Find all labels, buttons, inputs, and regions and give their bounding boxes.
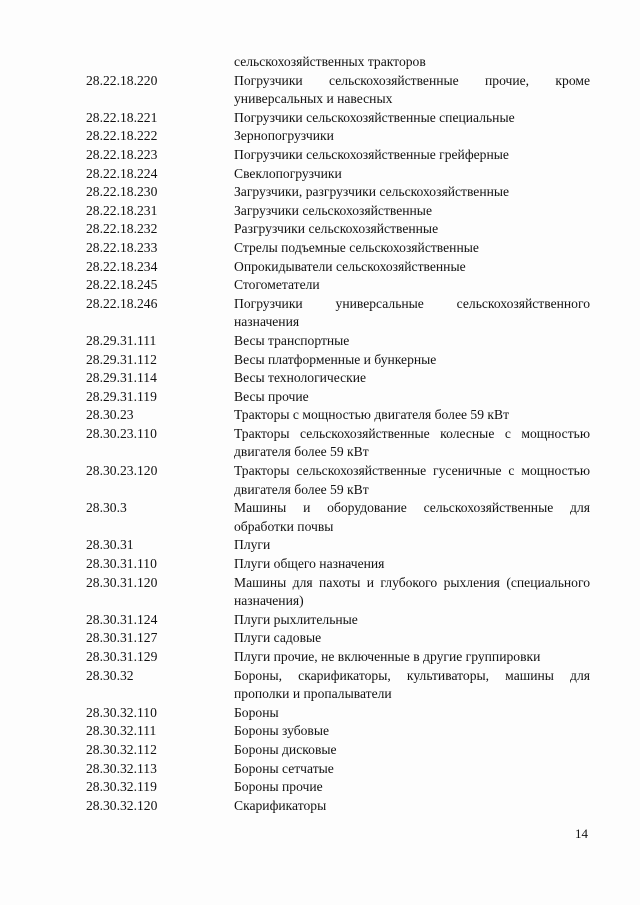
table-row [86, 462, 590, 499]
row-code: 28.30.31.124 [86, 611, 158, 627]
table-row [86, 574, 590, 611]
table-row [86, 53, 590, 72]
row-description: Плуги рыхлительные [234, 611, 358, 627]
row-code: 28.22.18.246 [86, 295, 158, 311]
row-description: Плуги общего назначения [234, 556, 385, 572]
row-description: Зернопогрузчики [234, 128, 334, 144]
row-description: Скарификаторы [234, 797, 327, 813]
table-row [86, 648, 590, 667]
row-description: Стогометатели [234, 277, 320, 293]
row-description: Весы прочие [234, 388, 309, 404]
row-description: Плуги прочие, не включенные в другие группировки [234, 649, 541, 664]
row-description: Плуги [234, 537, 271, 553]
row-code: 28.30.32.112 [86, 741, 157, 757]
table-row [86, 295, 590, 332]
row-code: 28.30.23.120 [86, 463, 158, 479]
row-description: Опрокидыватели сельскохозяйственные [234, 258, 466, 274]
table-row [86, 555, 590, 574]
row-code: 28.30.32.113 [86, 760, 157, 776]
row-description: Бороны сетчатые [234, 760, 334, 776]
row-code: 28.30.31.120 [86, 574, 158, 590]
row-description: Бороны прочие [234, 779, 323, 795]
row-code: 28.30.32.119 [86, 779, 157, 795]
row-code: 28.29.31.111 [86, 332, 157, 348]
row-description: Бороны дисковые [234, 741, 337, 757]
row-code: 28.22.18.223 [86, 146, 158, 162]
table-row [86, 183, 590, 202]
row-description: Весы технологические [234, 370, 367, 386]
row-code: 28.30.23.110 [86, 425, 157, 441]
table-row [86, 629, 590, 648]
table-row [86, 778, 590, 797]
table-row [86, 127, 590, 146]
table-row [86, 704, 590, 723]
table-row [86, 220, 590, 239]
row-description: Погрузчики сельскохозяйственные прочие, кроме универсальных и навесных [234, 72, 590, 107]
row-code: 28.22.18.234 [86, 258, 158, 274]
row-description: сельскохозяйственных тракторов [234, 54, 426, 69]
row-description: Весы платформенные и бункерные [234, 351, 437, 367]
table-row [86, 109, 590, 128]
row-description: Бороны, скарификаторы, культиваторы, машины для прополки и пропалыватели [234, 667, 590, 702]
row-code: 28.30.31.127 [86, 630, 158, 646]
row-description: Свеклопогрузчики [234, 165, 342, 181]
row-code [86, 53, 234, 72]
row-description: Погрузчики сельскохозяйственные грейферные [234, 146, 509, 162]
classifier-table [86, 53, 590, 815]
row-description: Загрузчики сельскохозяйственные [234, 202, 432, 218]
row-description: Тракторы сельскохозяйственные гусеничные с мощностью двигателя более 59 кВт [234, 463, 590, 497]
row-code: 28.22.18.232 [86, 221, 158, 237]
table-row [86, 332, 590, 351]
row-code: 28.22.18.222 [86, 128, 158, 144]
row-description: Тракторы с мощностью двигателя более 59 кВт [234, 407, 510, 423]
row-code: 28.22.18.221 [86, 109, 158, 125]
table-row [86, 202, 590, 221]
row-code: 28.29.31.119 [86, 388, 157, 404]
row-code: 28.22.18.220 [86, 72, 158, 88]
row-code: 28.22.18.224 [86, 165, 158, 181]
row-code: 28.30.31.129 [86, 649, 158, 664]
row-description: Разгрузчики сельскохозяйственные [234, 221, 439, 237]
row-code: 28.30.32.110 [86, 704, 157, 720]
row-code: 28.22.18.231 [86, 202, 158, 218]
row-description: Загрузчики, разгрузчики сельскохозяйственные [234, 184, 510, 200]
row-description: Бороны зубовые [234, 723, 330, 739]
row-description: Стрелы подъемные сельскохозяйственные [234, 239, 479, 255]
table-row [86, 499, 590, 536]
table-row [86, 165, 590, 184]
row-code: 28.30.32.111 [86, 723, 157, 739]
table-row [86, 425, 590, 462]
table-row [86, 276, 590, 295]
table-row [86, 722, 590, 741]
row-code: 28.22.18.230 [86, 184, 158, 200]
row-code: 28.30.31.110 [86, 556, 157, 572]
table-row [86, 369, 590, 388]
row-code: 28.30.3 [86, 500, 127, 516]
table-row [86, 146, 590, 165]
row-code: 28.30.31 [86, 537, 134, 553]
table-row [86, 611, 590, 630]
row-description: Погрузчики универсальные сельскохозяйственного назначения [234, 295, 590, 330]
table-row [86, 741, 590, 760]
table-row [86, 388, 590, 407]
row-code: 28.30.32.120 [86, 797, 158, 813]
table-row [86, 797, 590, 816]
page-number: 14 [575, 826, 588, 841]
table-row [86, 667, 590, 704]
row-code: 28.29.31.114 [86, 370, 157, 386]
table-row [86, 351, 590, 370]
row-description: Плуги садовые [234, 630, 322, 646]
row-description: Бороны [234, 704, 279, 720]
row-code: 28.30.32 [86, 667, 134, 683]
row-code: 28.29.31.112 [86, 351, 157, 367]
table-row [86, 536, 590, 555]
row-description: Тракторы сельскохозяйственные колесные с мощностью двигателя более 59 кВт [234, 425, 590, 460]
row-code: 28.22.18.245 [86, 277, 158, 293]
table-row [86, 239, 590, 258]
table-row [86, 760, 590, 779]
row-description: Погрузчики сельскохозяйственные специальные [234, 109, 515, 125]
row-code: 28.30.23 [86, 407, 134, 423]
table-row [86, 258, 590, 277]
row-description: Машины для пахоты и глубокого рыхления (специального назначения) [234, 574, 590, 609]
row-code: 28.22.18.233 [86, 239, 158, 255]
table-row [86, 406, 590, 425]
row-description: Весы транспортные [234, 332, 350, 348]
row-description: Машины и оборудование сельскохозяйственные для обработки почвы [234, 500, 590, 534]
table-row [86, 72, 590, 109]
